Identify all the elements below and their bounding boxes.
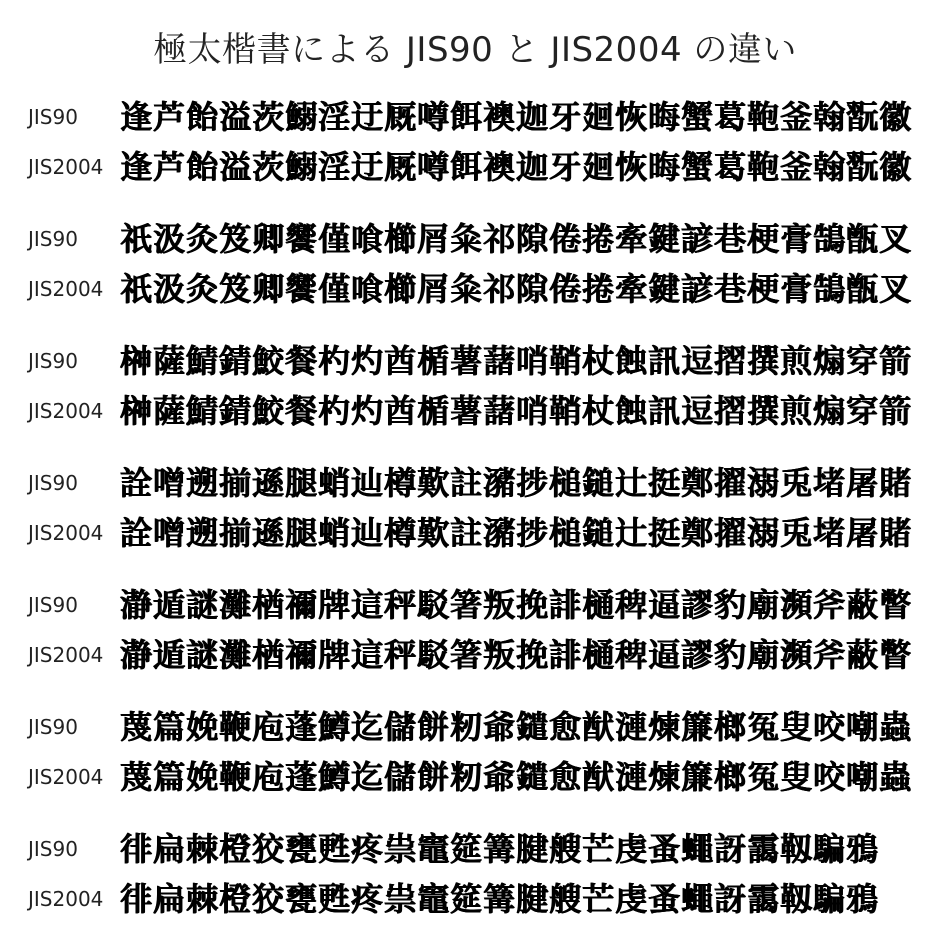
comparison-group: [0, 702, 950, 802]
jis90-glyphs: 榊薩鯖錆鮫餐杓灼酋楯薯藷哨鞘杖蝕訊逗摺撰煎煽穿箭: [120, 342, 913, 380]
jis90-glyphs: 徘扁棘橙狡甕甦疼祟竈筵篝腱艘芒虔蚤蠅訝靄靱騙鴉: [120, 830, 880, 868]
jis2004-row: [0, 142, 950, 192]
jis2004-row: [0, 386, 950, 436]
comparison-table: [0, 92, 950, 946]
jis90-row: [0, 580, 950, 630]
jis90-row: [0, 214, 950, 264]
jis90-glyphs: 瀞遁謎灘楢禰牌這秤駁箸叛挽誹樋稗逼謬豹廟瀕斧蔽瞥: [120, 586, 913, 624]
jis2004-glyphs: 祇汲灸笈卿饗僅喰櫛屑粂祁隙倦捲牽鍵諺巷梗膏鵠甑叉: [120, 270, 913, 308]
jis90-label: JIS90: [28, 227, 78, 251]
jis90-label: JIS90: [28, 349, 78, 373]
jis90-row: [0, 702, 950, 752]
jis90-row: [0, 458, 950, 508]
jis90-label: JIS90: [28, 105, 78, 129]
jis90-label: JIS90: [28, 837, 78, 861]
jis90-row: [0, 336, 950, 386]
jis90-glyphs: 蔑篇娩鞭庖蓬鱒迄儲餅籾爺鑓愈猷漣煉簾榔冤叟咬嘲蟲: [120, 708, 913, 746]
jis90-label: JIS90: [28, 715, 78, 739]
jis2004-label: JIS2004: [28, 521, 104, 545]
page-title: 極太楷書による JIS90 と JIS2004 の違い: [153, 30, 797, 70]
jis90-glyphs: 祇汲灸笈卿饗僅喰櫛屑粂祁隙倦捲牽鍵諺巷梗膏鵠甑叉: [120, 220, 913, 258]
comparison-group: [0, 92, 950, 192]
jis2004-glyphs: 蔑篇娩鞭庖蓬鱒迄儲餅籾爺鑓愈猷漣煉簾榔冤叟咬嘲蟲: [120, 758, 913, 796]
jis2004-label: JIS2004: [28, 155, 104, 179]
jis2004-row: [0, 630, 950, 680]
jis2004-glyphs: 瀞遁謎灘楢禰牌這秤駁箸叛挽誹樋稗逼謬豹廟瀕斧蔽瞥: [120, 636, 913, 674]
jis2004-row: [0, 264, 950, 314]
jis2004-label: JIS2004: [28, 887, 104, 911]
jis90-label: JIS90: [28, 593, 78, 617]
jis2004-glyphs: 詮噌遡揃遜腿蛸辿樽歎註瀦捗槌鎚辻挺鄭擢溺兎堵屠賭: [120, 514, 913, 552]
comparison-group: [0, 824, 950, 924]
jis2004-glyphs: 徘扁棘橙狡甕甦疼祟竈筵篝腱艘芒虔蚤蠅訝靄靱騙鴉: [120, 880, 880, 918]
jis90-label: JIS90: [28, 471, 78, 495]
jis2004-label: JIS2004: [28, 765, 104, 789]
jis2004-row: [0, 752, 950, 802]
jis90-row: [0, 824, 950, 874]
jis90-row: [0, 92, 950, 142]
jis2004-glyphs: 逢芦飴溢茨鰯淫迂厩噂餌襖迦牙廻恢晦蟹葛鞄釜翰翫徽: [120, 148, 913, 186]
comparison-group: [0, 580, 950, 680]
jis90-glyphs: 詮噌遡揃遜腿蛸辿樽歎註瀦捗槌鎚辻挺鄭擢溺兎堵屠賭: [120, 464, 913, 502]
jis2004-label: JIS2004: [28, 399, 104, 423]
comparison-group: [0, 214, 950, 314]
jis2004-glyphs: 榊薩鯖錆鮫餐杓灼酋楯薯藷哨鞘杖蝕訊逗摺撰煎煽穿箭: [120, 392, 913, 430]
jis2004-label: JIS2004: [28, 277, 104, 301]
jis90-glyphs: 逢芦飴溢茨鰯淫迂厩噂餌襖迦牙廻恢晦蟹葛鞄釜翰翫徽: [120, 98, 913, 136]
comparison-group: [0, 458, 950, 558]
jis2004-row: [0, 508, 950, 558]
comparison-group: [0, 336, 950, 436]
jis2004-row: [0, 874, 950, 924]
jis2004-label: JIS2004: [28, 643, 104, 667]
